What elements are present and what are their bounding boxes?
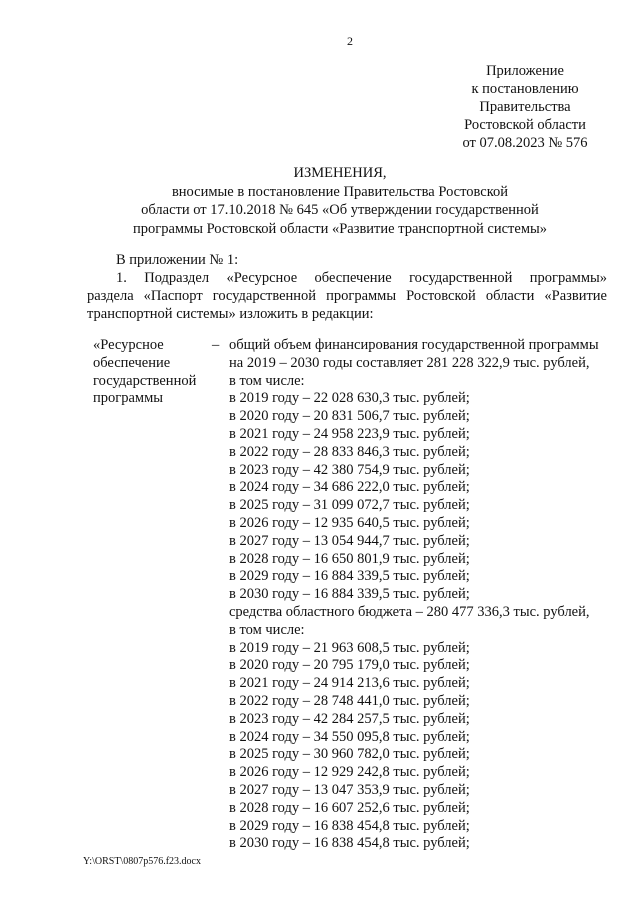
resource-line: в 2022 году – 28 833 846,3 тыс. рублей; (229, 443, 470, 460)
resource-line: в том числе: (229, 621, 305, 638)
resource-line: в 2023 году – 42 380 754,9 тыс. рублей; (229, 461, 470, 478)
resource-line: в 2019 году – 22 028 630,3 тыс. рублей; (229, 390, 470, 407)
title-heading: ИЗМЕНЕНИЯ, (293, 165, 387, 181)
resource-label-line: обеспечение (93, 354, 171, 371)
resource-line: в 2024 году – 34 686 222,0 тыс. рублей; (229, 479, 470, 496)
title-line: вносимые в постановление Правительства Ростовской (171, 183, 509, 200)
resource-line: в 2023 году – 42 284 257,5 тыс. рублей; (229, 710, 470, 727)
resource-line: в 2029 году – 16 838 454,8 тыс. рублей; (229, 817, 470, 834)
resource-line: в 2026 году – 12 935 640,5 тыс. рублей; (229, 514, 470, 531)
resource-line: в 2027 году – 13 054 944,7 тыс. рублей; (229, 532, 470, 549)
resource-details (229, 337, 609, 853)
appendix-block (440, 62, 610, 152)
resource-line: на 2019 – 2030 годы составляет 281 228 322,9 тыс. рублей, (229, 354, 590, 371)
appendix-line: от 07.08.2023 № 576 (462, 135, 588, 151)
title-line: программы Ростовской области «Развитие транспортной системы» (132, 220, 547, 237)
paragraph-line: 1. Подраздел «Ресурсное обеспечение государственной программы» (116, 270, 607, 286)
resource-line: в 2024 году – 34 550 095,8 тыс. рублей; (229, 728, 470, 745)
resource-label-line: «Ресурсное (93, 337, 164, 353)
paragraph-line: раздела «Паспорт государственной программы Ростовской области «Развитие (87, 288, 607, 304)
resource-line: в 2020 году – 20 831 506,7 тыс. рублей; (229, 408, 470, 425)
intro-line: В приложении № 1: (116, 252, 239, 268)
resource-line: общий объем финансирования государственной программы (229, 337, 599, 353)
document-title (80, 164, 600, 238)
resource-line: средства областного бюджета – 280 477 336,3 тыс. рублей, (229, 603, 590, 620)
resource-line: в 2021 году – 24 914 213,6 тыс. рублей; (229, 675, 470, 692)
resource-line: в 2029 году – 16 884 339,5 тыс. рублей; (229, 568, 470, 585)
resource-line: в 2026 году – 12 929 242,8 тыс. рублей; (229, 764, 470, 781)
resource-line: в 2022 году – 28 748 441,0 тыс. рублей; (229, 692, 470, 709)
title-line: области от 17.10.2018 № 645 «Об утверждении государственной (141, 202, 539, 218)
resource-line: в 2021 году – 24 958 223,9 тыс. рублей; (229, 425, 470, 442)
resource-line: в том числе: (229, 372, 305, 389)
appendix-line: Ростовской области (464, 117, 586, 133)
intro-section (87, 251, 607, 323)
resource-line: в 2027 году – 13 047 353,9 тыс. рублей; (229, 781, 470, 798)
appendix-line: Правительства (479, 99, 571, 115)
resource-line: в 2019 году – 21 963 608,5 тыс. рублей; (229, 639, 470, 656)
resource-label (93, 337, 213, 408)
resource-dash: – (212, 337, 220, 353)
page-number: 2 (347, 34, 353, 48)
resource-label-line: программы (93, 390, 163, 407)
resource-line: в 2028 году – 16 607 252,6 тыс. рублей; (229, 799, 470, 816)
resource-line: в 2025 году – 30 960 782,0 тыс. рублей; (229, 746, 470, 763)
appendix-line: к постановлению (471, 81, 579, 97)
appendix-line: Приложение (486, 63, 564, 79)
resource-line: в 2020 году – 20 795 179,0 тыс. рублей; (229, 657, 470, 674)
resource-label-line: государственной (93, 372, 197, 389)
resource-line: в 2025 году – 31 099 072,7 тыс. рублей; (229, 497, 470, 514)
resource-line: в 2030 году – 16 838 454,8 тыс. рублей; (229, 835, 470, 852)
file-path-footer: Y:\ORST\0807p576.f23.docx (83, 856, 201, 867)
paragraph-line: транспортной системы» изложить в редакции: (87, 306, 374, 322)
resource-line: в 2028 году – 16 650 801,9 тыс. рублей; (229, 550, 470, 567)
resource-line: в 2030 году – 16 884 339,5 тыс. рублей; (229, 586, 470, 603)
